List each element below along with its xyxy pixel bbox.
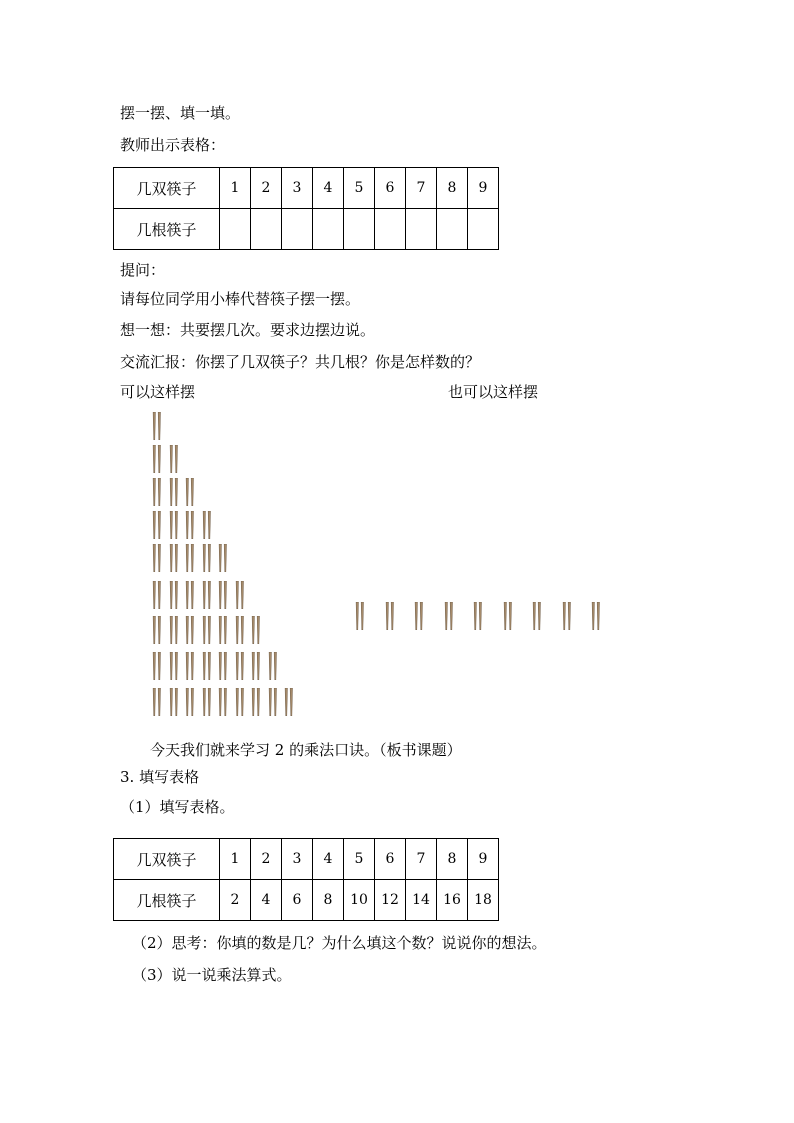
- pairs-cell: 3: [282, 839, 313, 880]
- sticks-cell: 16: [437, 880, 468, 921]
- chopstick-pair-icon: [218, 544, 229, 572]
- chopstick-pair-icon: [235, 688, 246, 716]
- pairs-cell: 2: [251, 168, 282, 209]
- chopstick-pair-icon: [218, 581, 229, 609]
- sticks-cell: [313, 209, 344, 250]
- row-label-pairs: 几双筷子: [114, 168, 220, 209]
- sticks-cell: [375, 209, 406, 250]
- chopstick-pair-icon: [152, 412, 163, 440]
- chopstick-pair-icon: [202, 616, 213, 644]
- question-3: 交流汇报：你摆了几双筷子？共几根？你是怎样数的？: [120, 353, 481, 371]
- chopstick-pair-icon: [218, 688, 229, 716]
- chopstick-pair-icon: [152, 581, 163, 609]
- pairs-cell: 7: [406, 168, 437, 209]
- chopstick-pair-icon: [385, 602, 396, 630]
- pairs-cell: 7: [406, 839, 437, 880]
- pairs-cell: 1: [220, 168, 251, 209]
- lesson-intro-text: 今天我们就来学习 2 的乘法口诀。（板书课题）: [150, 741, 462, 759]
- chopstick-pair-icon: [218, 616, 229, 644]
- chopstick-pair-icon: [202, 688, 213, 716]
- chopstick-pair-icon: [169, 652, 180, 680]
- chopstick-pair-icon: [185, 652, 196, 680]
- chopstick-pair-icon: [235, 652, 246, 680]
- chopstick-pair-icon: [251, 688, 262, 716]
- chopstick-pair-icon: [251, 616, 262, 644]
- chopstick-pair-icon: [202, 581, 213, 609]
- pairs-cell: 4: [313, 168, 344, 209]
- chopstick-pair-icon: [185, 688, 196, 716]
- pairs-cell: 3: [282, 168, 313, 209]
- sticks-cell: [468, 209, 499, 250]
- chopstick-pair-icon: [152, 511, 163, 539]
- section-3-step-2: （2）思考：你填的数是几？为什么填这个数？说说你的想法。: [132, 934, 547, 952]
- chopstick-pair-icon: [152, 445, 163, 473]
- sticks-cell: 6: [282, 880, 313, 921]
- sticks-cell: [282, 209, 313, 250]
- chopstick-pair-icon: [591, 602, 602, 630]
- sticks-cell: [220, 209, 251, 250]
- section-3-title: 3. 填写表格: [120, 768, 200, 786]
- chopstick-pair-icon: [202, 511, 213, 539]
- table-row-sticks: [114, 880, 499, 921]
- pairs-cell: 5: [344, 168, 375, 209]
- row-label-sticks: 几根筷子: [114, 209, 220, 250]
- chopstick-pair-icon: [355, 602, 366, 630]
- table-row-pairs: [114, 168, 499, 209]
- sticks-cell: 18: [468, 880, 499, 921]
- chopstick-pair-icon: [218, 652, 229, 680]
- chopstick-pair-icon: [152, 544, 163, 572]
- sticks-cell: 10: [344, 880, 375, 921]
- table-row-sticks: [114, 209, 499, 250]
- chopstick-pair-icon: [152, 688, 163, 716]
- question-2: 想一想：共要摆几次。要求边摆边说。: [120, 321, 376, 339]
- chopstick-pair-icon: [414, 602, 425, 630]
- chopstick-pair-icon: [268, 688, 279, 716]
- sticks-cell: 12: [375, 880, 406, 921]
- pairs-cell: 8: [437, 168, 468, 209]
- chopstick-pair-icon: [169, 544, 180, 572]
- left-arrangement-caption: 可以这样摆: [120, 383, 196, 401]
- chopstick-pair-icon: [152, 478, 163, 506]
- chopstick-pair-icon: [503, 602, 514, 630]
- chopstick-pair-icon: [152, 616, 163, 644]
- chopstick-pair-icon: [251, 652, 262, 680]
- sticks-cell: [251, 209, 282, 250]
- pairs-cell: 8: [437, 839, 468, 880]
- teacher-shows-text: 教师出示表格：: [120, 136, 226, 154]
- sticks-cell: 14: [406, 880, 437, 921]
- section-3-step-3: （3）说一说乘法算式。: [132, 966, 292, 984]
- sticks-cell: 4: [251, 880, 282, 921]
- right-arrangement-caption: 也可以这样摆: [448, 383, 539, 401]
- pairs-cell: 5: [344, 839, 375, 880]
- sticks-cell: [406, 209, 437, 250]
- chopstick-pair-icon: [169, 445, 180, 473]
- pairs-cell: 9: [468, 168, 499, 209]
- pairs-cell: 6: [375, 839, 406, 880]
- chopstick-pair-icon: [169, 511, 180, 539]
- activity-heading: 摆一摆、填一填。: [120, 104, 241, 122]
- chopstick-pair-icon: [532, 602, 543, 630]
- table-filled: [113, 838, 499, 921]
- chopstick-pair-icon: [169, 688, 180, 716]
- chopstick-pair-icon: [169, 478, 180, 506]
- pairs-cell: 2: [251, 839, 282, 880]
- pairs-cell: 1: [220, 839, 251, 880]
- chopstick-pair-icon: [268, 652, 279, 680]
- chopstick-pair-icon: [562, 602, 573, 630]
- chopstick-pair-icon: [152, 652, 163, 680]
- chopstick-pair-icon: [185, 616, 196, 644]
- chopstick-pair-icon: [202, 652, 213, 680]
- chopstick-pair-icon: [202, 544, 213, 572]
- chopstick-pair-icon: [169, 616, 180, 644]
- chopstick-pair-icon: [235, 581, 246, 609]
- chopstick-pair-icon: [235, 616, 246, 644]
- sticks-cell: 8: [313, 880, 344, 921]
- chopstick-pair-icon: [185, 511, 196, 539]
- chopstick-pair-icon: [473, 602, 484, 630]
- chopstick-pair-icon: [284, 688, 295, 716]
- ask-label: 提问：: [120, 261, 166, 279]
- chopstick-pair-icon: [185, 581, 196, 609]
- sticks-cell: [344, 209, 375, 250]
- section-3-step-1: （1）填写表格。: [120, 798, 235, 816]
- row-label-sticks: 几根筷子: [114, 880, 220, 921]
- sticks-cell: [437, 209, 468, 250]
- question-1: 请每位同学用小棒代替筷子摆一摆。: [120, 290, 361, 308]
- chopstick-pair-icon: [444, 602, 455, 630]
- chopstick-pair-icon: [185, 478, 196, 506]
- table-empty: [113, 167, 499, 250]
- pairs-cell: 9: [468, 839, 499, 880]
- chopstick-pair-icon: [169, 581, 180, 609]
- pairs-cell: 6: [375, 168, 406, 209]
- sticks-cell: 2: [220, 880, 251, 921]
- row-label-pairs: 几双筷子: [114, 839, 220, 880]
- pairs-cell: 4: [313, 839, 344, 880]
- chopstick-pair-icon: [185, 544, 196, 572]
- table-row-pairs: [114, 839, 499, 880]
